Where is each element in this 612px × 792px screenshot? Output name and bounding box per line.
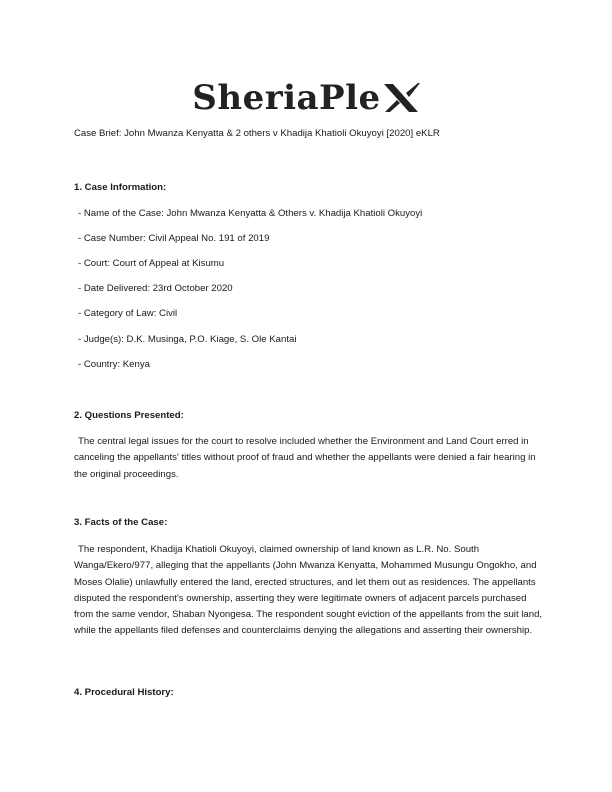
logo-text: SheriaPle — [192, 78, 381, 118]
case-info-item: - Name of the Case: John Mwanza Kenyatta & Others v. Khadija Khatioli Okuyoyi — [78, 208, 423, 219]
case-brief-title: Case Brief: John Mwanza Kenyatta & 2 others v Khadija Khatioli Okuyoyi [2020] eKLR — [74, 128, 440, 139]
section-heading-facts: 3. Facts of the Case: — [74, 517, 168, 528]
questions-presented-paragraph: The central legal issues for the court to resolve included whether the Environment and Land Court erred in canceling the appellants' titles without proof of fraud and whether the appellants were denied a fair hearing in the original proceedings. — [74, 436, 536, 480]
section-heading-questions-presented: 2. Questions Presented: — [74, 410, 184, 421]
section-heading-procedural-history: 4. Procedural History: — [74, 687, 174, 698]
stylized-x-icon — [382, 81, 420, 115]
case-info-item: - Date Delivered: 23rd October 2020 — [78, 283, 233, 294]
case-info-item: - Case Number: Civil Appeal No. 191 of 2019 — [78, 233, 270, 244]
sheriaplex-logo — [0, 76, 612, 120]
case-info-item: - Judge(s): D.K. Musinga, P.O. Kiage, S. Ole Kantai — [78, 334, 297, 345]
case-info-item: - Category of Law: Civil — [78, 308, 178, 319]
facts-paragraph: The respondent, Khadija Khatioli Okuyoyi, claimed ownership of land known as L.R. No. South Wanga/Ekero/977, alleging that the appellants (John Mwanza Kenyatta, Mohammed Musungu Ongokho, and Moses Olalie) unlawfully entered the land, erected structures, and let them out as residences. The appellants disputed the respondent's ownership, asserting they were legitimate owners of adjacent parcels purchased from the same vendor, Shaban Nyongesa. The respondent sought eviction of the appellants from the suit land, while the appellants filed defenses and counterclaims denying the allegations and asserting their ownership. — [74, 544, 543, 637]
case-info-item: - Court: Court of Appeal at Kisumu — [78, 258, 225, 269]
case-info-item: - Country: Kenya — [78, 359, 150, 370]
section-heading-case-information: 1. Case Information: — [74, 182, 167, 193]
